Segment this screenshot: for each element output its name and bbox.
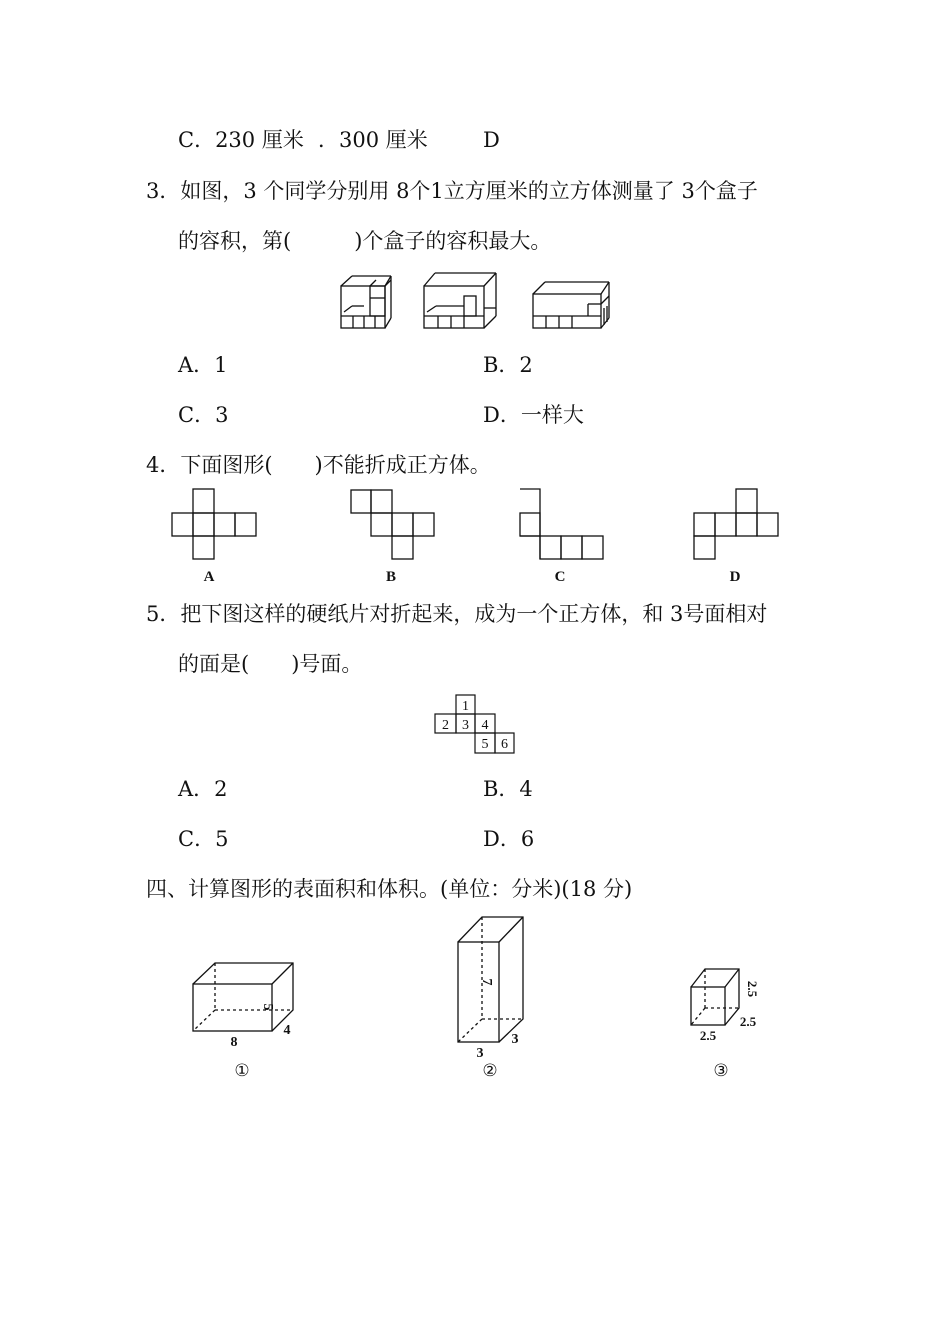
cuboid-1-width-label: 4 (283, 1023, 291, 1038)
figure-1-number: ① (234, 1061, 250, 1080)
face-6-number: 6 (501, 737, 508, 752)
cube-3-width-label: 2.5 (739, 1014, 757, 1029)
figure-2-number: ② (482, 1061, 498, 1080)
q5-option-c: C．5 (178, 827, 229, 851)
box-3-figure (533, 282, 609, 328)
cuboid-figures (180, 912, 780, 1087)
cuboid-1-height-label: 5 (260, 1003, 275, 1011)
cuboid-1-figure (193, 963, 293, 1080)
q2-option-c: C．230 厘米 (178, 128, 304, 152)
q5-option-a: A．2 (178, 777, 228, 801)
q3-question-line1: 3．如图，3 个同学分别用 8个1立方厘米的立方体测量了 3个盒子 (146, 179, 758, 203)
q3-boxes-figure (330, 268, 620, 334)
cuboid-2-figure (458, 917, 523, 1080)
q3-option-d: D．一样大 (483, 403, 584, 427)
q3-option-c: C．3 (178, 403, 229, 427)
q5-net-figure (430, 693, 520, 757)
q5-question-line1: 5．把下图这样的硬纸片对折起来，成为一个正方体，和 3号面相对 (146, 602, 768, 626)
cuboid-2-length-label: 3 (476, 1046, 484, 1061)
net-a-label: A (203, 569, 215, 585)
face-5-number: 5 (481, 737, 489, 752)
q2-option-d-fragment: ．300 厘米 (318, 128, 428, 152)
q2-option-d-letter: D (483, 128, 500, 152)
q3-question-line2: 的容积，第( )个盒子的容积最大。 (178, 229, 552, 253)
q3-option-b: B．2 (483, 353, 533, 377)
q3-option-a: A．1 (178, 353, 228, 377)
face-2-number: 2 (442, 718, 449, 733)
q5-option-d: D．6 (483, 827, 535, 851)
net-d-label: D (729, 569, 741, 585)
cube-3-figure (691, 969, 760, 1080)
q4-nets-figure (160, 486, 800, 586)
net-d-figure (694, 489, 778, 559)
face-1-number: 1 (462, 699, 469, 714)
net-c-label: C (554, 569, 566, 585)
net-b-label: B (385, 569, 397, 585)
box-2-figure (424, 273, 496, 328)
cuboid-2-width-label: 3 (511, 1032, 519, 1047)
cube-3-height-label: 2.5 (745, 980, 760, 998)
cuboid-1-length-label: 8 (230, 1035, 238, 1050)
cuboid-2-height-label: 7 (479, 978, 494, 986)
cube-3-length-label: 2.5 (699, 1028, 717, 1043)
face-4-number: 4 (481, 718, 489, 733)
section4-heading: 四、计算图形的表面积和体积。(单位：分米)(18 分) (146, 877, 633, 901)
net-c-figure (520, 489, 603, 559)
q4-question: 4．下面图形( )不能折成正方体。 (146, 453, 491, 477)
net-b-figure (351, 490, 434, 559)
face-3-number: 3 (462, 718, 469, 733)
net-a-figure (172, 489, 256, 559)
figure-3-number: ③ (713, 1061, 729, 1080)
q5-question-line2: 的面是( )号面。 (178, 652, 363, 676)
q5-option-b: B．4 (483, 777, 533, 801)
box-1-figure (341, 276, 391, 328)
